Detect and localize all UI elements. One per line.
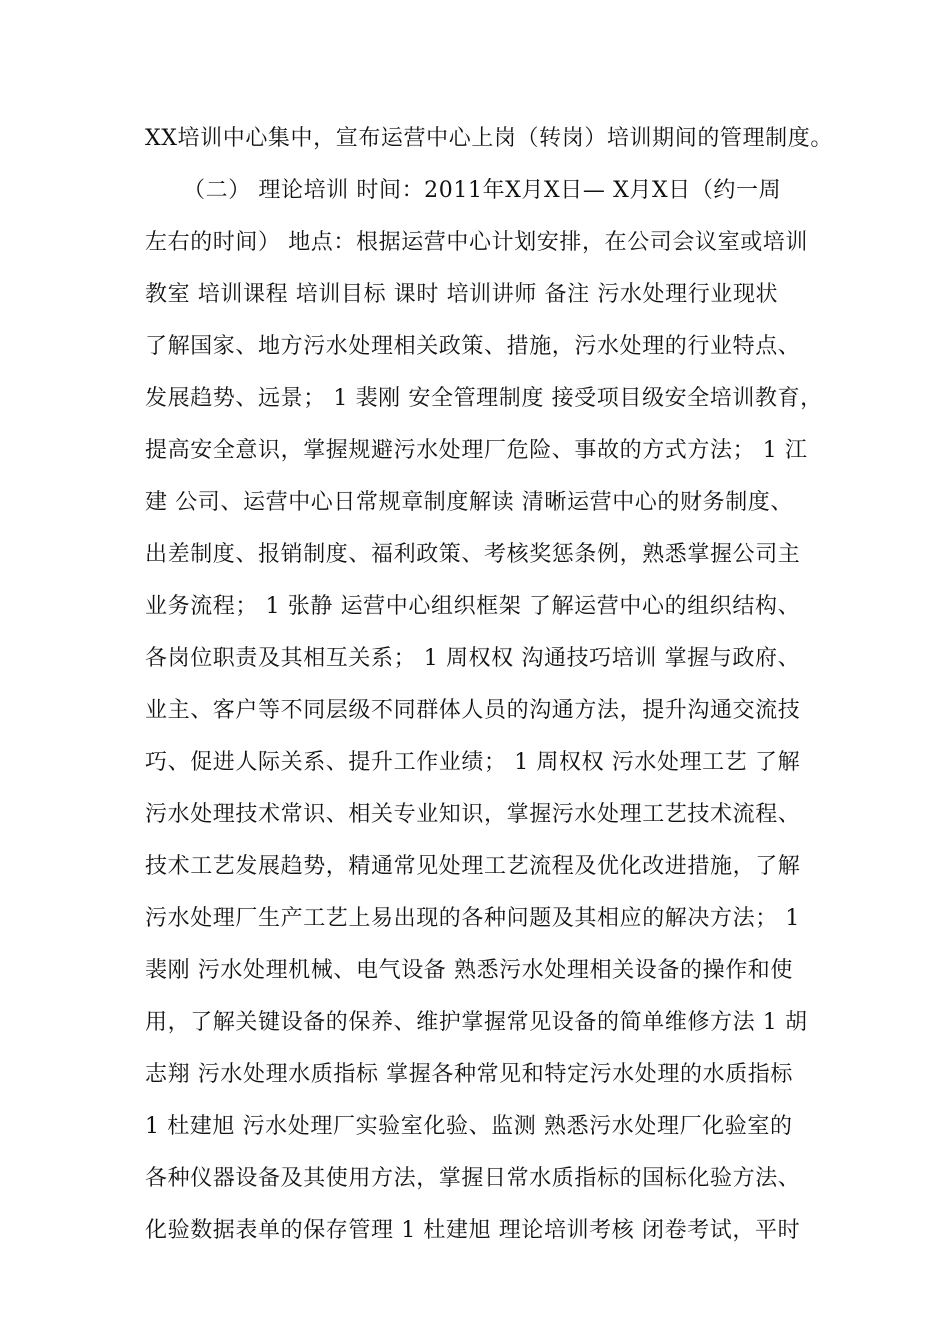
text-line-17: 裴刚 污水处理机械、电气设备 熟悉污水处理相关设备的操作和使 [145, 958, 793, 983]
text-line-9: 出差制度、报销制度、福利政策、考核奖惩条例，熟悉掌握公司主 [145, 542, 801, 567]
text-line-12: 业主、客户等不同层级不同群体人员的沟通方法，提升沟通交流技 [145, 698, 801, 723]
text-line-18: 用，了解关键设备的保养、维护掌握常见设备的简单维修方法 1 胡 [145, 1010, 808, 1035]
text-line-2: （二） 理论培训 时间：2011年X月X日— X月X日（约一周 [183, 178, 782, 203]
text-line-19: 志翔 污水处理水质指标 掌握各种常见和特定污水处理的水质指标 [145, 1062, 793, 1087]
text-line-6: 发展趋势、远景； 1 裴刚 安全管理制度 接受项目级安全培训教育， [145, 386, 823, 411]
text-line-7: 提高安全意识，掌握规避污水处理厂危险、事故的方式方法； 1 江 [145, 438, 808, 463]
text-line-16: 污水处理厂生产工艺上易出现的各种问题及其相应的解决方法； 1 [145, 906, 800, 931]
text-line-14: 污水处理技术常识、相关专业知识，掌握污水处理工艺技术流程、 [145, 802, 801, 827]
text-line-8: 建 公司、运营中心日常规章制度解读 清晰运营中心的财务制度、 [145, 490, 793, 515]
text-line-22: 化验数据表单的保存管理 1 杜建旭 理论培训考核 闭卷考试，平时 [145, 1218, 801, 1243]
text-line-11: 各岗位职责及其相互关系； 1 周权权 沟通技巧培训 掌握与政府、 [145, 646, 801, 671]
text-line-10: 业务流程； 1 张静 运营中心组织框架 了解运营中心的组织结构、 [145, 594, 801, 619]
text-line-1: XX培训中心集中，宣布运营中心上岗（转岗）培训期间的管理制度。 [145, 126, 833, 151]
text-line-13: 巧、促进人际关系、提升工作业绩； 1 周权权 污水处理工艺 了解 [145, 750, 801, 775]
text-line-21: 各种仪器设备及其使用方法，掌握日常水质指标的国标化验方法、 [145, 1166, 801, 1191]
text-line-20: 1 杜建旭 污水处理厂实验室化验、监测 熟悉污水处理厂化验室的 [145, 1114, 793, 1139]
text-line-3: 左右的时间） 地点：根据运营中心计划安排，在公司会议室或培训 [145, 230, 808, 255]
text-line-5: 了解国家、地方污水处理相关政策、措施，污水处理的行业特点、 [145, 334, 801, 359]
text-line-4: 教室 培训课程 培训目标 课时 培训讲师 备注 污水处理行业现状 [145, 282, 779, 307]
text-line-15: 技术工艺发展趋势，精通常见处理工艺流程及优化改进措施，了解 [145, 854, 801, 879]
